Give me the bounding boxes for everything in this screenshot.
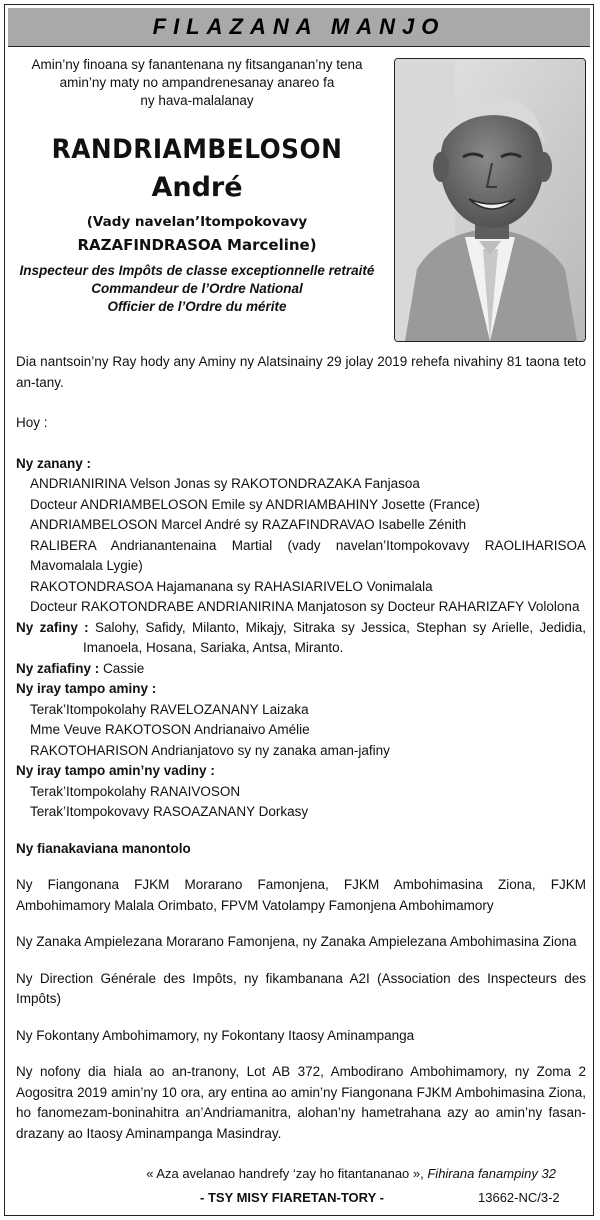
funeral-details: Ny nofony dia hiala ao an-tranony, Lot AB 372, Ambodirano Ambohimamory, ny Zoma 2 Aogositra 2019 amin’ny 10 ora, ary entina ao amin’ny Fiangonana FJKM Ambohimasina Ziona, ho fanomezam-boninahitra an’Andriamanitra, alohan’ny hametrahana azy ao amin’ny fasan-drazany ao Itaosy Aminampanga Masindray.	[16, 1064, 586, 1141]
zafiny-entry	[16, 618, 586, 659]
header-title: FILAZANA MANJO	[152, 14, 446, 39]
deceased-last-name: RANDRIAMBELOSON	[51, 134, 343, 165]
intro-line: Amin’ny finoana sy fanantenana ny fitsanganan’ny tena	[31, 57, 363, 72]
portrait-photo	[394, 58, 586, 342]
iray-tampo-item: Terak’Itompokolahy RAVELOZANANY Laizaka	[30, 701, 309, 717]
zanany-item: RALIBERA Andrianantenaina Martial (vady navelan’Itompokovavy RAOLIHARISOA Mavomalala Lygie)	[30, 537, 586, 573]
title-line: Inspecteur des Impôts de classe exceptionnelle retraité	[19, 263, 375, 278]
group-paragraph: Ny Fokontany Ambohimamory, ny Fokontany Itaosy Aminampanga	[16, 1027, 415, 1043]
footer-notice: - TSY MISY FIARETAN-TORY -	[200, 1190, 384, 1205]
title-line: Officier de l’Ordre du mérite	[107, 299, 287, 314]
zanany-item: ANDRIAMBELOSON Marcel André sy RAZAFINDRAVAO Isabelle Zénith	[30, 517, 467, 532]
quote-source: Fihirana fanampiny 32	[427, 1166, 556, 1181]
footer-reference: 13662-NC/3-2	[478, 1190, 560, 1205]
zanany-item: ANDRIANIRINA Velson Jonas sy RAKOTONDRAZAKA Fanjasoa	[30, 476, 420, 491]
group-paragraph: Ny Fiangonana FJKM Morarano Famonjena, FJKM Ambohimasina Ziona, FJKM Ambohimamory Malala Orimbato, FPVM Vatolampy Famonjena Ambohimamory	[16, 877, 586, 913]
title-line: Commandeur de l’Ordre National	[91, 281, 303, 296]
hoy-label: Hoy :	[16, 415, 48, 430]
group-paragraph: Ny Direction Générale des Impôts, ny fikambanana A2I (Association des Inspecteurs des Impôts)	[16, 970, 586, 1006]
notice-body	[16, 352, 586, 1144]
zafiafiny-label: Ny zafiafiny :	[16, 660, 100, 676]
iray-tampo-item: RAKOTOHARISON Andrianjatovo sy ny zanaka aman-jafiny	[30, 742, 390, 758]
intro-line: ny hava-malalanay	[140, 93, 254, 108]
spouse-line-2: RAZAFINDRASOA Marceline)	[77, 236, 317, 254]
iray-tampo-label: Ny iray tampo aminy :	[16, 681, 157, 696]
iray-tampo-item: Mme Veuve RAKOTOSON Andrianaivo Amélie	[30, 722, 310, 737]
announcement-text: Dia nantsoin’ny Ray hody any Aminy ny Alatsinainy 29 jolay 2019 rehefa nivahiny 81 taona teto an-tany.	[16, 354, 586, 390]
zanany-item: Docteur RAKOTONDRABE ANDRIANIRINA Manjatoson sy Docteur RAHARIZAFY Vololona	[30, 599, 580, 614]
zanany-label: Ny zanany :	[16, 455, 92, 471]
zafiafiny-entry	[16, 659, 586, 680]
iray-tampo-vadiny-label: Ny iray tampo amin’ny vadiny :	[16, 763, 215, 778]
portrait-image	[395, 59, 585, 341]
iray-tampo-vadiny-item: Terak’Itompokolahy RANAIVOSON	[30, 783, 241, 799]
header-banner	[8, 8, 590, 47]
intro-text	[16, 56, 378, 110]
zafiny-text: Salohy, Safidy, Milanto, Mikajy, Sitraka sy Jessica, Stephan sy Arielle, Jedidia, Imanoela, Hosana, Sariaka, Antsa, Miranto.	[83, 619, 586, 655]
zafiafiny-text: Cassie	[103, 660, 145, 676]
closing-quote	[16, 1166, 556, 1181]
zanany-item: RAKOTONDRASOA Hajamanana sy RAHASIARIVELO Vonimalala	[30, 578, 433, 594]
deceased-titles	[10, 262, 384, 316]
deceased-first-name: André	[151, 172, 243, 203]
quote-text: « Aza avelanao handrefy ‘zay ho fitantananao »,	[146, 1166, 424, 1181]
spouse-line-1: (Vady navelan’Itompokovavy	[86, 214, 308, 230]
intro-line: amin’ny maty no ampandrenesanay anareo fa	[59, 75, 335, 90]
fianakaviana-label: Ny fianakaviana manontolo	[16, 840, 191, 856]
iray-tampo-vadiny-item: Terak’Itompokovavy RASOAZANANY Dorkasy	[30, 804, 309, 819]
zanany-item: Docteur ANDRIAMBELOSON Emile sy ANDRIAMBAHINY Josette (France)	[30, 496, 480, 512]
zafiny-label: Ny zafiny :	[16, 619, 89, 635]
group-paragraph: Ny Zanaka Ampielezana Morarano Famonjena, ny Zanaka Ampielezana Ambohimasina Ziona	[16, 934, 577, 949]
